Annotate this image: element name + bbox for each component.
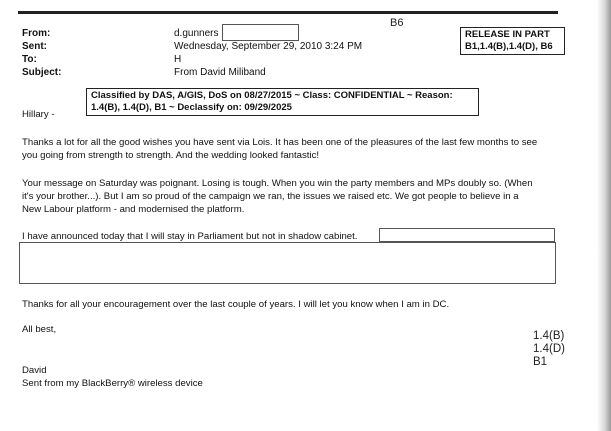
paragraph-4: Thanks for all your encouragement over the last couple of years. I will let you know when I am in DC. [22, 299, 450, 310]
side-code-3: B1 [533, 356, 548, 368]
release-stamp-line1: RELEASE IN PART [465, 29, 550, 40]
closing: All best, [22, 324, 57, 335]
to-value: H [174, 54, 182, 65]
footer-device-note: Sent from my BlackBerry® wireless device [22, 378, 203, 389]
classification-line1: Classified by DAS, A/GIS, DoS on 08/27/2015 ~ Class: CONFIDENTIAL ~ Reason: [91, 90, 453, 101]
paragraph-3: I have announced today that I will stay in Parliament but not in shadow cabinet. [22, 231, 358, 242]
redaction-box-inline [379, 228, 555, 242]
exemption-code-b6: B6 [390, 17, 404, 29]
side-code-2: 1.4(D) [533, 343, 565, 355]
salutation: Hillary - [22, 109, 55, 120]
signature: David [22, 365, 47, 376]
paragraph-2-line-3: New Labour platform - and modernised the platform. [22, 204, 245, 215]
to-label: To: [22, 54, 37, 65]
paragraph-2 [22, 177, 562, 216]
paragraph-2-line-1: Your message on Saturday was poignant. Losing is tough. When you win the party members and MPs doubly so. (When [22, 178, 533, 189]
sent-label: Sent: [22, 41, 47, 52]
subject-label: Subject: [22, 67, 62, 78]
redaction-box-sender [222, 24, 299, 41]
paragraph-1-line-2: you going from strength to strength. And the wedding looked fantastic! [22, 150, 320, 161]
top-rule [18, 11, 558, 14]
redaction-box-paragraph [19, 242, 556, 284]
release-stamp-line2: B1,1.4(B),1.4(D), B6 [465, 41, 553, 52]
paragraph-2-line-2: it's your brother...). But I am so proud of the campaign we ran, the issues we raised etc. We got people to believe in a [22, 191, 519, 202]
subject-value: From David Miliband [174, 67, 266, 78]
paragraph-1 [22, 136, 562, 162]
sent-value: Wednesday, September 29, 2010 3:24 PM [174, 41, 363, 52]
from-value: d.gunners [174, 28, 219, 39]
page-edge-shadow [597, 0, 611, 431]
side-code-1: 1.4(B) [533, 330, 565, 342]
paragraph-1-line-1: Thanks a lot for all the good wishes you have sent via Lois. It has been one of the pleasures of the last few months to see [22, 137, 538, 148]
from-label: From: [22, 28, 51, 39]
release-stamp [460, 27, 565, 55]
classification-line2: 1.4(B), 1.4(D), B1 ~ Declassify on: 09/29/2025 [91, 102, 292, 113]
